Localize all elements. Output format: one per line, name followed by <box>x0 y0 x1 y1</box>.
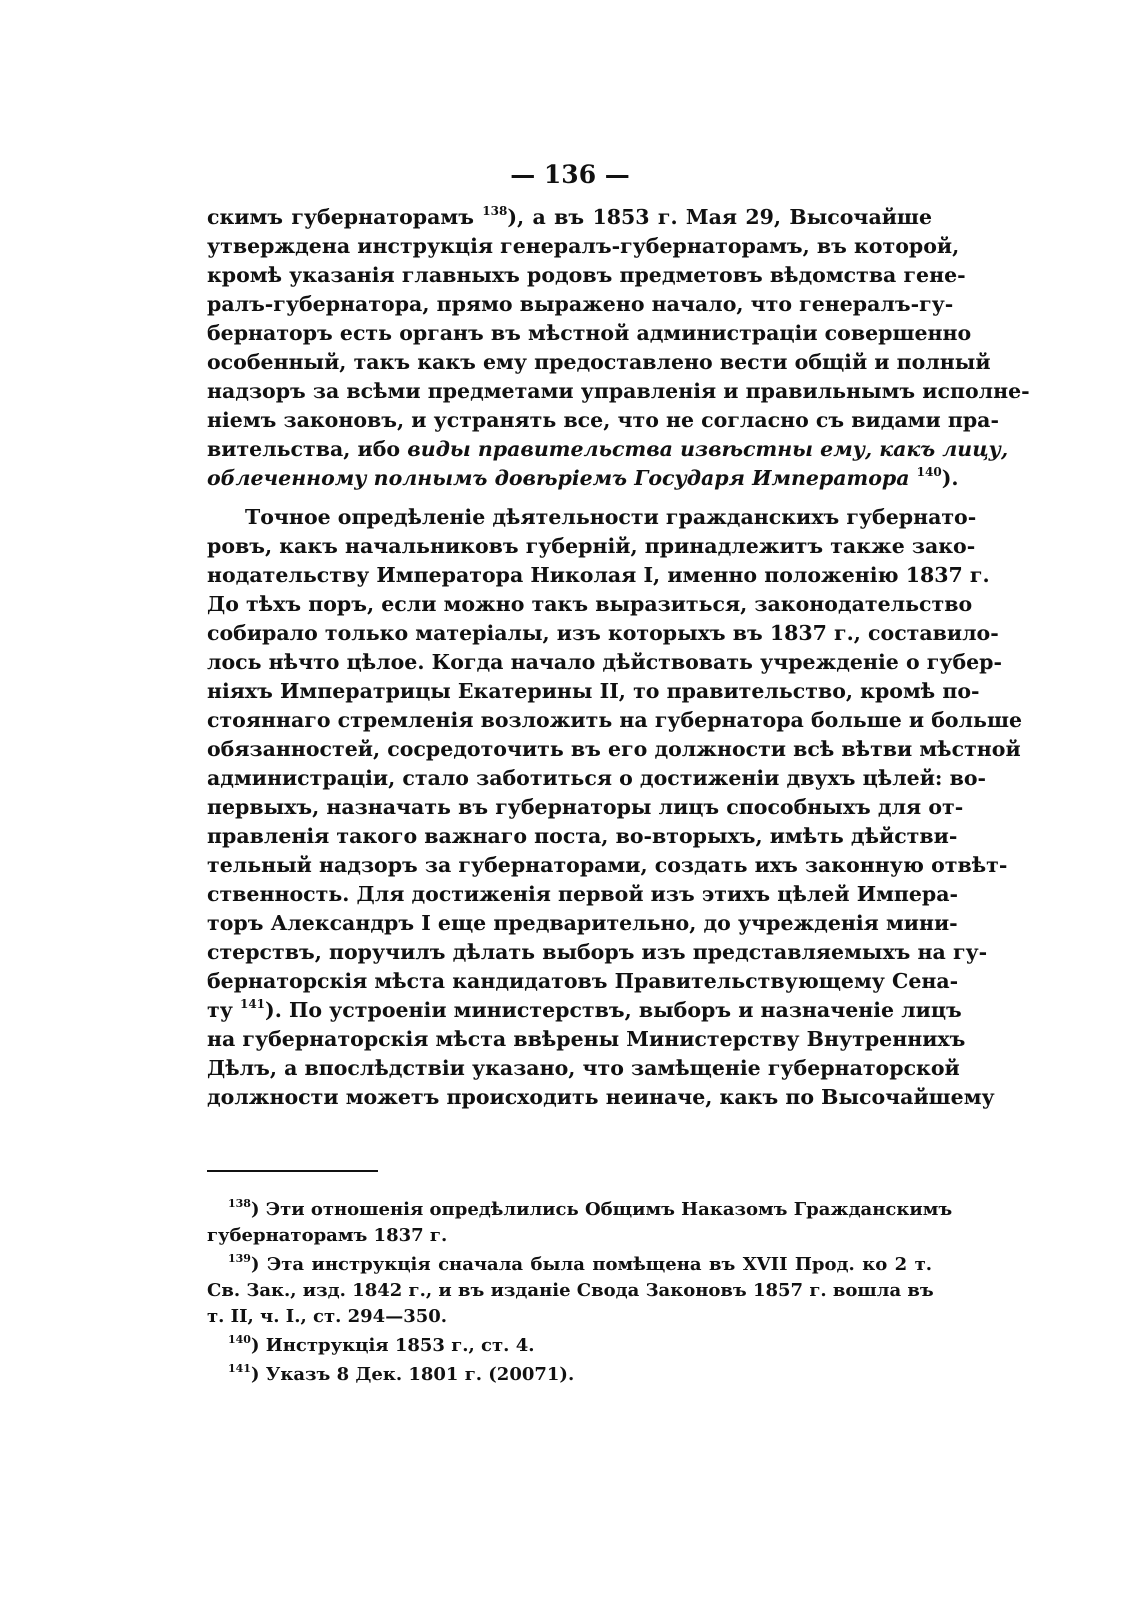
text-line <box>207 435 1009 464</box>
footnote-divider <box>207 1170 378 1172</box>
text-line: стояннаго стремленія возложить на губернатора больше и больше <box>207 708 1023 732</box>
footnote-line <box>228 1333 932 1359</box>
page-number: — 136 — <box>510 160 630 189</box>
text-line: бернаторъ есть органъ въ мѣстной администраціи совершенно <box>207 321 972 345</box>
text-line: бернаторскія мѣста кандидатовъ Правительствующему Сена- <box>207 969 959 993</box>
text-span: ) Указъ 8 Дек. 1801 г. (20071). <box>250 1364 575 1385</box>
text-line: утверждена инструкція генералъ-губернаторамъ, въ которой, <box>207 234 960 258</box>
text-line: лось нѣчто цѣлое. Когда начало дѣйствовать учрежденіе о губер- <box>207 650 1003 674</box>
italic-text: облеченному полнымъ довѣріемъ Государя Императора <box>207 466 910 490</box>
text-line: первыхъ, назначать въ губернаторы лицъ способныхъ для от- <box>207 795 964 819</box>
footnote-line <box>228 1362 932 1388</box>
text-span: ). По устроеніи министерствъ, выборъ и назначеніе лицъ <box>265 998 962 1022</box>
footnote-ref: 141 <box>239 997 266 1011</box>
text-line: обязанностей, сосредоточить въ его должности всѣ вѣтви мѣстной <box>207 737 1021 761</box>
text-line <box>207 464 959 493</box>
text-line: тельный надзоръ за губернаторами, создать ихъ законную отвѣт- <box>207 853 1008 877</box>
text-line: кромѣ указанія главныхъ родовъ предметовъ вѣдомства гене- <box>207 263 966 287</box>
text-span: ) Эта инструкція сначала была помѣщена въ XVII Прод. ко 2 т. <box>250 1254 932 1275</box>
footnote-number: 138 <box>228 1197 251 1210</box>
text-line: торъ Александръ I еще предварительно, до учрежденія мини- <box>207 911 958 935</box>
footnote-number: 139 <box>228 1252 251 1265</box>
footnote-ref: 138 <box>482 204 508 218</box>
footnote-line: губернаторамъ 1837 г. <box>207 1225 448 1246</box>
text-line: Дѣлъ, а впослѣдствіи указано, что замѣщеніе губернаторской <box>207 1056 960 1080</box>
text-line: администраціи, стало заботиться о достиженіи двухъ цѣлей: во- <box>207 766 987 790</box>
text-line: ніемъ законовъ, и устранять все, что не согласно съ видами пра- <box>207 408 999 432</box>
text-span: ту <box>207 998 240 1022</box>
footnote-line: т. II, ч. I., ст. 294—350. <box>207 1306 448 1327</box>
footnote-line <box>228 1197 953 1223</box>
text-line: ралъ-губернатора, прямо выражено начало, что генералъ-гу- <box>207 292 954 316</box>
text-span: ). <box>941 466 959 490</box>
text-line <box>207 203 932 232</box>
footnote-number: 141 <box>228 1362 251 1375</box>
footnote-line <box>228 1252 932 1278</box>
footnote-ref: 140 <box>916 465 942 479</box>
text-line: особенный, такъ какъ ему предоставлено вести общій и полный <box>207 350 991 374</box>
text-line: правленія такого важнаго поста, во-вторыхъ, имѣть дѣйстви- <box>207 824 958 848</box>
text-span: ) Эти отношенія опредѣлились Общимъ Наказомъ Гражданскимъ <box>250 1199 953 1220</box>
text-line: должности можетъ происходить неиначе, какъ по Высочайшему <box>207 1085 995 1109</box>
text-line: надзоръ за всѣми предметами управленія и правильнымъ исполне- <box>207 379 1030 403</box>
text-line: стерствъ, поручилъ дѣлать выборъ изъ представляемыхъ на гу- <box>207 940 988 964</box>
text-line: ственность. Для достиженія первой изъ этихъ цѣлей Импера- <box>207 882 959 906</box>
footnote-line: Св. Зак., изд. 1842 г., и въ изданіе Свода Законовъ 1857 г. вошла въ <box>207 1280 934 1301</box>
text-line: на губернаторскія мѣста ввѣрены Министерству Внутреннихъ <box>207 1027 966 1051</box>
italic-text: виды правительства извѣстны ему, какъ лицу, <box>407 437 1009 461</box>
text-span: ) Инструкція 1853 г., ст. 4. <box>250 1335 535 1356</box>
text-line: Точное опредѣленіе дѣятельности гражданскихъ губернато- <box>245 505 977 529</box>
text-line: нодательству Императора Николая I, именно положенію 1837 г. <box>207 563 990 587</box>
text-span: скимъ губернаторамъ <box>207 205 483 229</box>
text-line: До тѣхъ поръ, если можно такъ выразиться, законодательство <box>207 592 973 616</box>
text-line <box>207 996 962 1025</box>
text-span: ), а въ 1853 г. Мая 29, Высочайше <box>507 205 933 229</box>
text-line: ніяхъ Императрицы Екатерины II, то правительство, кромѣ по- <box>207 679 980 703</box>
text-line: собирало только матеріалы, изъ которыхъ въ 1837 г., составило- <box>207 621 999 645</box>
footnote-number: 140 <box>228 1333 251 1346</box>
text-span: вительства, ибо <box>207 437 408 461</box>
text-line: ровъ, какъ начальниковъ губерній, принадлежитъ также зако- <box>207 534 976 558</box>
